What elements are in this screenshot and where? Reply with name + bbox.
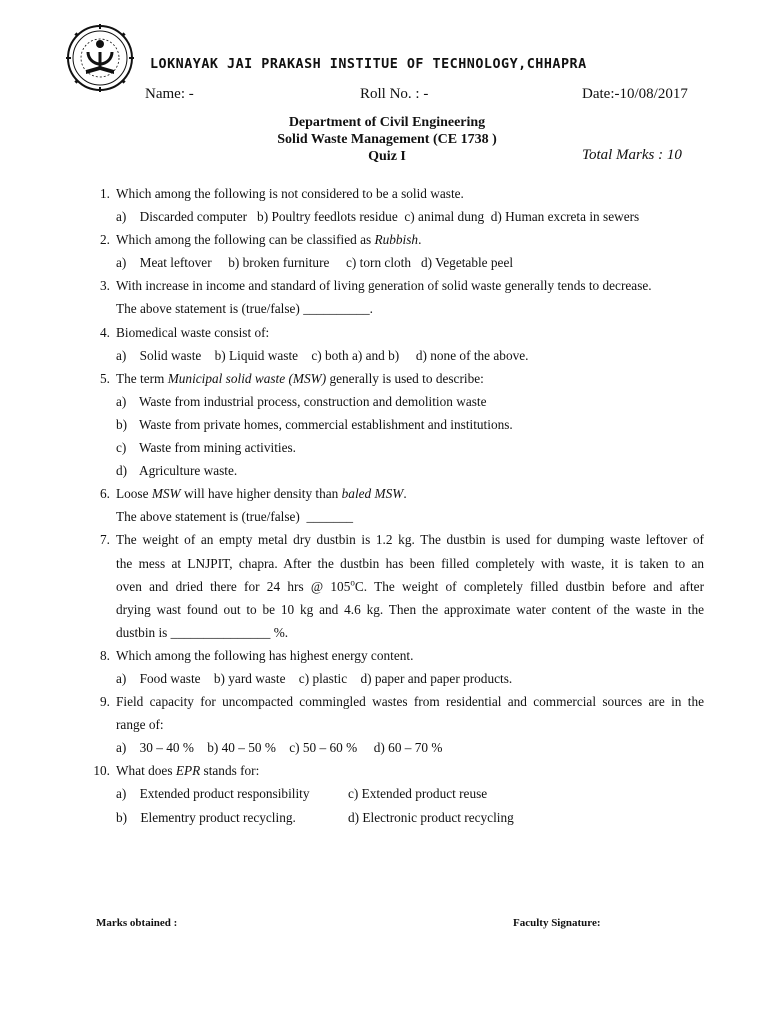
question-text: dustbin is _______________ %. (116, 624, 289, 640)
marks-obtained-label: Marks obtained : (96, 917, 178, 929)
option-row: a) Food waste b) yard waste c) plastic d) paper and paper products. (116, 670, 513, 686)
question-8 (92, 648, 704, 671)
faculty-signature-label: Faculty Signature: (513, 917, 601, 929)
question-5-option-d (92, 463, 704, 486)
question-7-line-5 (92, 625, 704, 648)
question-1 (92, 186, 704, 209)
question-4-options (92, 348, 704, 371)
option-item: a) Waste from industrial process, construction and demolition waste (116, 393, 487, 409)
question-4 (92, 325, 704, 348)
question-6 (92, 486, 704, 509)
question-number: 4. (100, 324, 110, 340)
question-9-continuation (92, 717, 704, 740)
question-9 (92, 694, 704, 717)
question-1-options (92, 209, 704, 232)
question-text: the mess at LNJPIT, chapra. After the dustbin has been filled completely with waste, it is taken to an (116, 555, 704, 571)
question-number: 8. (100, 647, 110, 663)
option-item: c) Waste from mining activities. (116, 440, 296, 456)
institute-emblem-icon (66, 24, 134, 92)
option-item: b) Elementry product recycling. (116, 809, 296, 825)
question-9-options (92, 740, 704, 763)
option-item: a) Extended product responsibility (116, 786, 310, 802)
question-text: Which among the following is not considered to be a solid waste. (116, 186, 464, 201)
option-item: b) Waste from private homes, commercial establishment and institutions. (116, 416, 513, 432)
question-5-option-c (92, 440, 704, 463)
question-10-options-row-1 (92, 786, 704, 809)
question-text: Which among the following can be classified as Rubbish. (116, 232, 422, 248)
question-number: 9. (100, 694, 110, 710)
option-row: a) Solid waste b) Liquid waste c) both a) and b) d) none of the above. (116, 347, 529, 363)
student-name-field: Name: - (145, 86, 194, 102)
question-text: Which among the following has highest energy content. (116, 647, 414, 663)
question-6-continuation (92, 509, 704, 532)
question-5-option-a (92, 394, 704, 417)
department-name: Department of Civil Engineering (288, 115, 486, 130)
question-number: 5. (100, 370, 110, 386)
question-text: Field capacity for uncompacted commingled wastes from residential and commercial sources are in the (116, 694, 704, 710)
question-8-options (92, 671, 704, 694)
question-number: 2. (100, 232, 110, 248)
question-7-line-2 (92, 556, 704, 579)
question-3 (92, 278, 704, 301)
total-marks: Total Marks : 10 (582, 147, 682, 163)
question-7-line-3 (92, 579, 704, 602)
question-text: Loose MSW will have higher density than baled MSW. (116, 486, 407, 502)
option-item: c) Extended product reuse (348, 786, 488, 802)
question-text: The above statement is (true/false) _______ (116, 509, 354, 525)
question-text: The term Municipal solid waste (MSW) generally is used to describe: (116, 370, 484, 386)
question-7-line-4 (92, 602, 704, 625)
question-text: drying wast found out to be 10 kg and 4.6 kg. Then the approximate water content of the waste in the (116, 601, 704, 617)
question-text: oven and dried there for 24 hrs @ 105$^o$C. The weight of completely filled dustbin before and after (116, 577, 704, 594)
question-10 (92, 763, 704, 786)
question-number: 7. (100, 532, 110, 548)
option-row: a) 30 – 40 % b) 40 – 50 % c) 50 – 60 % d) 60 – 70 % (116, 740, 443, 756)
question-2 (92, 232, 704, 255)
option-row: a) Discarded computer b) Poultry feedlots residue c) animal dung d) Human excreta in sewers (116, 209, 640, 225)
option-item: d) Agriculture waste. (116, 463, 238, 479)
question-text: With increase in income and standard of living generation of solid waste generally tends to decrease. (116, 278, 652, 294)
question-text: What does EPR stands for: (116, 763, 260, 779)
question-7 (92, 532, 704, 555)
question-5 (92, 371, 704, 394)
question-number: 3. (100, 278, 110, 294)
question-text: range of: (116, 717, 164, 733)
course-name: Solid Waste Management (CE 1738 ) (277, 132, 497, 147)
question-3-continuation (92, 301, 704, 324)
roll-number-field: Roll No. : - (360, 86, 429, 102)
question-10-options-row-2 (92, 810, 704, 833)
question-number: 6. (100, 486, 110, 502)
option-item: d) Electronic product recycling (348, 809, 514, 825)
option-row: a) Meat leftover b) broken furniture c) torn cloth d) Vegetable peel (116, 255, 514, 271)
question-text: Biomedical waste consist of: (116, 324, 270, 340)
question-5-option-b (92, 417, 704, 440)
question-text: The above statement is (true/false) __________. (116, 301, 373, 317)
question-2-options (92, 255, 704, 278)
exam-date: Date:-10/08/2017 (582, 86, 688, 102)
question-text: The weight of an empty metal dry dustbin is 1.2 kg. The dustbin is used for dumping waste leftover of (116, 532, 704, 548)
question-list (92, 186, 704, 833)
institute-title: LOKNAYAK JAI PRAKASH INSTITUE OF TECHNOLOGY,CHHAPRA (150, 57, 587, 72)
quiz-title: Quiz I (368, 149, 406, 164)
question-number: 10. (93, 763, 110, 779)
question-number: 1. (100, 186, 110, 201)
